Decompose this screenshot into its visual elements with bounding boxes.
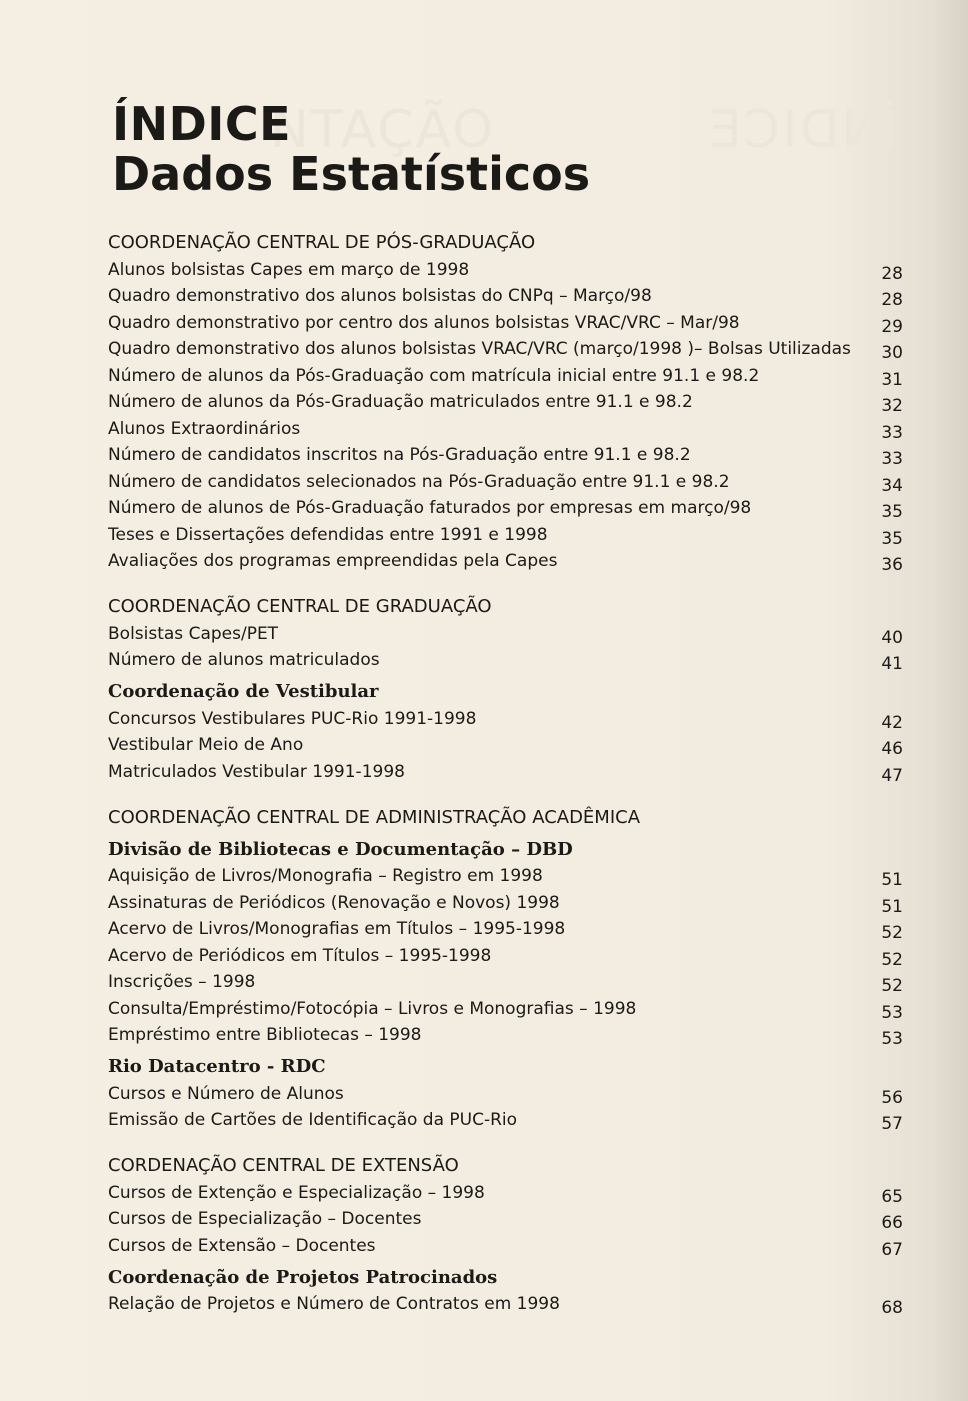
toc-entry-page-number: 67	[881, 1239, 903, 1260]
toc-entry-label: Quadro demonstrativo por centro dos alunos bolsistas VRAC/VRC – Mar/98	[108, 312, 740, 333]
toc-entry-label: Cursos de Extenção e Especialização – 1998	[108, 1182, 485, 1203]
toc-entry	[108, 1206, 903, 1233]
toc-entry-label: Acervo de Periódicos em Títulos – 1995-1998	[108, 945, 492, 966]
toc-entry-label: Número de alunos da Pós-Graduação com matrícula inicial entre 91.1 e 98.2	[108, 365, 760, 386]
toc-entry-label: Avaliações dos programas empreendidas pela Capes	[108, 551, 558, 571]
toc-entry-page-number: 28	[881, 263, 903, 284]
toc-entry-page-number: 47	[881, 765, 903, 786]
toc-entry-page-number: 46	[881, 739, 903, 759]
toc-section-heading: COORDENAÇÃO CENTRAL DE ADMINISTRAÇÃO ACADÊMICA	[108, 806, 641, 828]
toc-entry	[108, 415, 903, 442]
toc-entry	[108, 1022, 903, 1049]
toc-entry	[108, 1291, 903, 1318]
toc-entry-label: Empréstimo entre Bibliotecas – 1998	[108, 1025, 422, 1045]
toc-entry-label: Acervo de Livros/Monografias em Títulos – 1995-1998	[108, 919, 566, 939]
toc-entry	[108, 916, 903, 943]
toc-section	[108, 1153, 903, 1317]
toc-entry-label: Número de alunos da Pós-Graduação matriculados entre 91.1 e 98.2	[108, 392, 693, 412]
toc-entry-page-number: 57	[881, 1114, 903, 1134]
table-of-contents	[108, 230, 903, 1337]
toc-entry	[108, 495, 903, 522]
toc-entry	[108, 362, 903, 389]
toc-entry	[108, 863, 903, 890]
toc-section-heading: COORDENAÇÃO CENTRAL DE PÓS-GRADUAÇÃO	[108, 232, 536, 253]
toc-entry-label: Consulta/Empréstimo/Fotocópia – Livros e Monografias – 1998	[108, 998, 637, 1019]
toc-entry	[108, 647, 903, 674]
toc-subsection-heading: Rio Datacentro - RDC	[108, 1056, 326, 1077]
toc-entry-page-number: 32	[881, 396, 903, 416]
toc-entry	[108, 256, 903, 283]
toc-entry-page-number: 36	[881, 555, 903, 575]
toc-entry-label: Teses e Dissertações defendidas entre 1991 e 1998	[108, 524, 548, 545]
toc-entry	[108, 969, 903, 996]
toc-entry-page-number: 41	[881, 654, 903, 674]
toc-entry-label: Matriculados Vestibular 1991-1998	[108, 761, 405, 782]
toc-section	[108, 594, 903, 785]
toc-entry-page-number: 51	[881, 896, 903, 917]
toc-section	[108, 805, 903, 1134]
toc-entry-page-number: 53	[881, 1002, 903, 1023]
toc-entry	[108, 389, 903, 416]
toc-entry	[108, 732, 903, 759]
toc-entry	[108, 1232, 903, 1259]
toc-entry-label: Assinaturas de Periódicos (Renovação e Novos) 1998	[108, 892, 560, 913]
page-title: ÍNDICE	[112, 97, 292, 151]
toc-entry-page-number: 29	[881, 316, 903, 337]
toc-entry	[108, 1080, 903, 1107]
toc-entry	[108, 620, 903, 647]
toc-entry	[108, 468, 903, 495]
toc-entry	[108, 995, 903, 1022]
toc-entry	[108, 309, 903, 336]
toc-section	[108, 230, 903, 574]
toc-entry	[108, 942, 903, 969]
toc-entry-label: Cursos e Número de Alunos	[108, 1083, 344, 1104]
toc-entry	[108, 758, 903, 785]
toc-entry-label: Número de alunos de Pós-Graduação faturados por empresas em março/98	[108, 498, 752, 518]
toc-entry-page-number: 68	[881, 1298, 903, 1318]
toc-entry-page-number: 52	[881, 923, 903, 943]
toc-entry-label: Concursos Vestibulares PUC-Rio 1991-1998	[108, 708, 477, 729]
toc-entry-page-number: 33	[881, 449, 903, 469]
toc-entry-label: Cursos de Extensão – Docentes	[108, 1235, 376, 1256]
show-through-mirrored-decoration: ÍNDICE	[707, 100, 898, 160]
toc-entry	[108, 283, 903, 310]
toc-subsection-heading: Coordenação de Projetos Patrocinados	[108, 1266, 498, 1288]
toc-entry-page-number: 40	[881, 627, 903, 648]
toc-entry-label: Alunos bolsistas Capes em março de 1998	[108, 259, 470, 280]
toc-entry-label: Vestibular Meio de Ano	[108, 735, 304, 755]
toc-entry-page-number: 66	[881, 1213, 903, 1233]
toc-entry-label: Cursos de Especialização – Docentes	[108, 1209, 422, 1229]
toc-entry-page-number: 52	[881, 949, 903, 970]
toc-entry-page-number: 53	[881, 1029, 903, 1049]
toc-section-heading: COORDENAÇÃO CENTRAL DE GRADUAÇÃO	[108, 596, 492, 617]
toc-entry	[108, 336, 903, 363]
toc-entry-label: Emissão de Cartões de Identificação da PUC-Rio	[108, 1110, 518, 1130]
page-subtitle: Dados Estatísticos	[112, 147, 591, 201]
toc-entry-page-number: 51	[881, 870, 903, 890]
toc-entry-page-number: 33	[881, 422, 903, 443]
toc-entry-page-number: 31	[881, 369, 903, 390]
toc-entry-page-number: 35	[881, 528, 903, 549]
toc-entry	[108, 521, 903, 548]
toc-entry-page-number: 65	[881, 1186, 903, 1207]
toc-entry-label: Relação de Projetos e Número de Contratos em 1998	[108, 1294, 560, 1314]
toc-entry	[108, 889, 903, 916]
toc-entry-label: Quadro demonstrativo dos alunos bolsistas VRAC/VRC (março/1998 )– Bolsas Utilizadas	[108, 339, 851, 359]
toc-entry-page-number: 52	[881, 976, 903, 996]
toc-entry-page-number: 35	[881, 502, 903, 522]
toc-entry-page-number: 34	[881, 475, 903, 496]
toc-entry-label: Número de candidatos selecionados na Pós-Graduação entre 91.1 e 98.2	[108, 471, 730, 492]
toc-entry-label: Inscrições – 1998	[108, 972, 256, 992]
toc-subsection-heading: Divisão de Bibliotecas e Documentação – DBD	[108, 838, 573, 860]
toc-entry-page-number: 42	[881, 712, 903, 733]
toc-entry	[108, 1107, 903, 1134]
show-through-text-decoration: NTAÇÃO	[270, 100, 496, 160]
toc-entry-label: Aquisição de Livros/Monografia – Registro em 1998	[108, 866, 543, 886]
toc-section-heading: CORDENAÇÃO CENTRAL DE EXTENSÃO	[108, 1155, 459, 1176]
toc-entry-label: Bolsistas Capes/PET	[108, 623, 279, 644]
toc-subsection-heading: Coordenação de Vestibular	[108, 681, 379, 702]
toc-entry	[108, 1179, 903, 1206]
toc-entry-label: Número de alunos matriculados	[108, 650, 380, 670]
page-header	[112, 97, 591, 201]
toc-entry-label: Alunos Extraordinários	[108, 418, 301, 439]
toc-entry	[108, 442, 903, 469]
toc-entry-label: Quadro demonstrativo dos alunos bolsistas do CNPq – Março/98	[108, 286, 652, 306]
toc-entry	[108, 705, 903, 732]
toc-entry-page-number: 30	[881, 343, 903, 363]
toc-entry-page-number: 56	[881, 1087, 903, 1108]
toc-entry-page-number: 28	[881, 290, 903, 310]
toc-entry	[108, 548, 903, 575]
toc-entry-label: Número de candidatos inscritos na Pós-Graduação entre 91.1 e 98.2	[108, 445, 691, 465]
